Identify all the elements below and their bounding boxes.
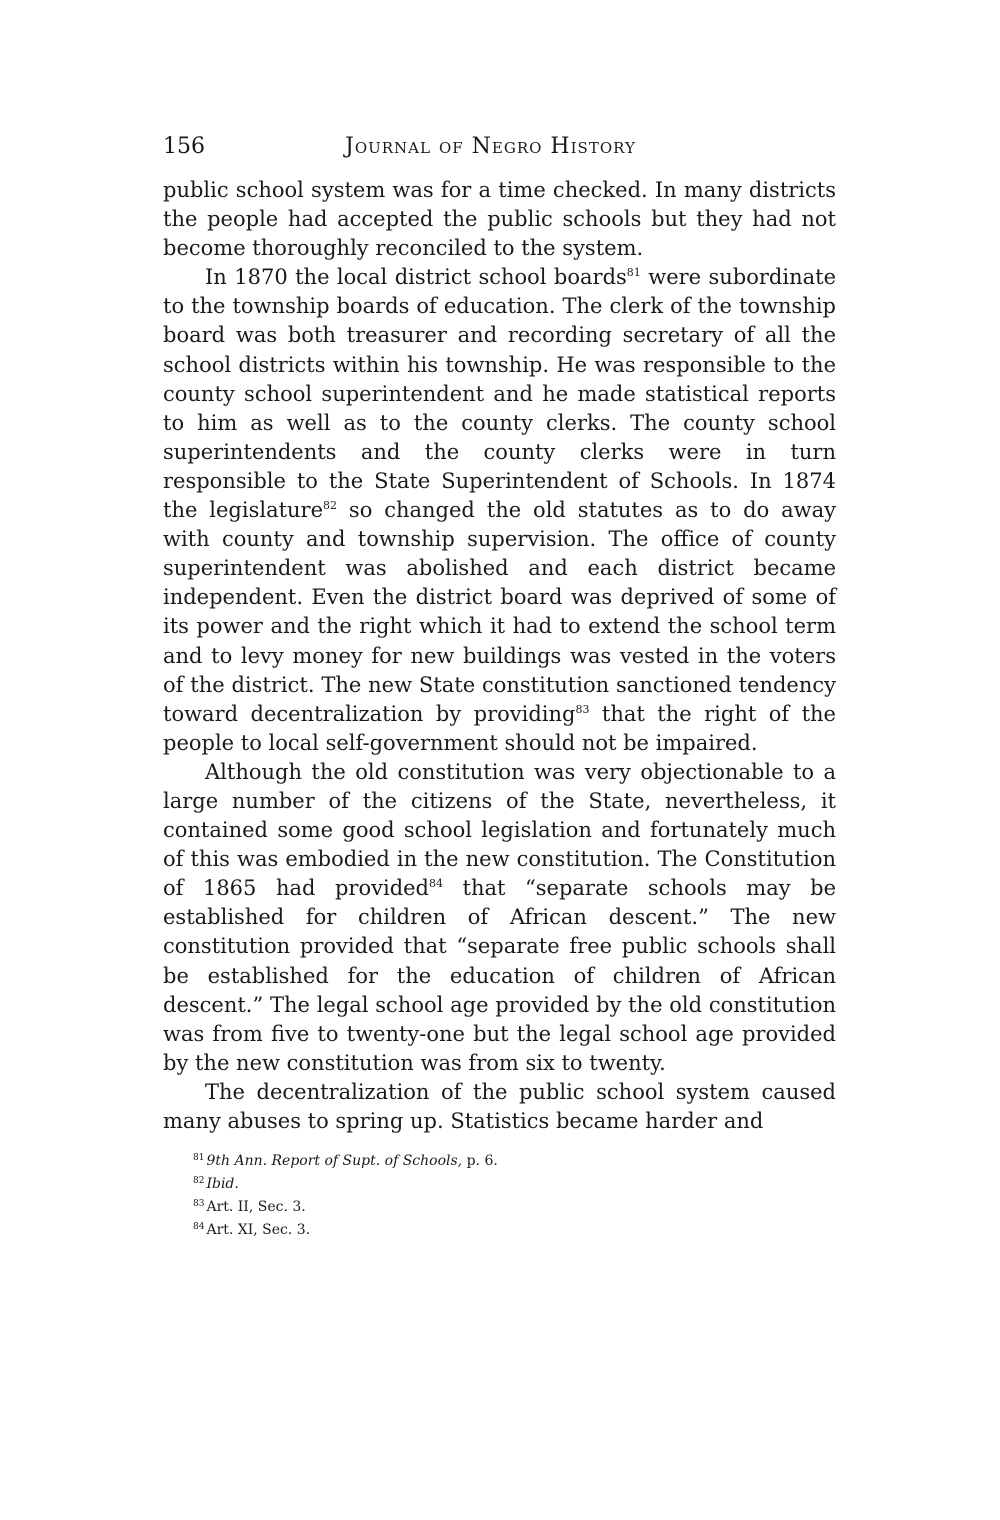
page (163, 128, 836, 1242)
footnote-number: 82 (193, 1176, 205, 1187)
page-number: 156 (163, 134, 205, 159)
footnote-84 (193, 1219, 836, 1242)
footnote-text: Art. II, Sec. 3. (206, 1199, 306, 1216)
footnote-81 (193, 1150, 836, 1173)
paragraph-1: public school system was for a time checked. In many districts the people had accepted the public schools but they had not become thoroughly reconciled to the system. (163, 178, 836, 261)
footnote-number: 84 (193, 1222, 205, 1233)
footnote-italic: Ibid. (206, 1176, 239, 1193)
footnote-text: p. 6. (462, 1153, 498, 1170)
footnote-ref: 84 (429, 877, 444, 891)
paragraph-text: so changed the old statutes as to do away with county and township supervision. The office of county superintendent was abolished and each district became independent. Even the district board was deprived of some of its power and the right which it had to extend the school term and to levy money for new buildings was vested in the voters of the district. The new State constitution sanctioned tendency toward decentralization by providing (163, 498, 836, 726)
footnote-ref: 83 (575, 702, 590, 716)
paragraph-text: Although the old constitution was very objectionable to a large number of the citizens of the State, nevertheless, it contained some good school legislation and fortunately much of this was embodied in the new constitution. The Constitution of 1865 had provided (163, 759, 836, 901)
footnote-ref: 81 (626, 266, 641, 280)
body-text (163, 176, 836, 1136)
journal-title: Journal of Negro History (345, 134, 636, 159)
footnote-italic: 9th Ann. Report of Supt. of Schools, (206, 1153, 463, 1170)
paragraph-text: In 1870 the local district school boards (205, 265, 627, 290)
footnote-text: Art. XI, Sec. 3. (206, 1222, 311, 1239)
running-head (163, 128, 836, 168)
footnote-ref: 82 (323, 499, 338, 513)
paragraph-2 (163, 263, 836, 758)
footnote-number: 81 (193, 1153, 205, 1164)
footnote-83 (193, 1196, 836, 1219)
paragraph-4: The decentralization of the public school system caused many abuses to spring up. Statistics became harder and (163, 1079, 836, 1133)
footnote-82 (193, 1173, 836, 1196)
paragraph-text: that the right of the people to local self-government should not be impaired. (163, 701, 836, 755)
footnotes (163, 1150, 836, 1242)
paragraph-3 (163, 758, 836, 1078)
paragraph-text: that “separate schools may be established for children of African descent.” The new constitution provided that “separate free public schools shall be established for the education of children of African descent.” The legal school age provided by the old constitution was from five to twenty-one but the legal school age provided by the new constitution was from six to twenty. (163, 876, 837, 1075)
footnote-number: 83 (193, 1199, 205, 1210)
paragraph-text: were subordinate to the township boards of education. The clerk of the township board was both treasurer and recording secretary of all the school districts within his township. He was responsible to the county school superintendent and he made statistical reports to him as well as to the county clerks. The county school superintendents and the county clerks were in turn responsible to the State Superintendent of Schools. In 1874 the legislature (163, 265, 837, 523)
